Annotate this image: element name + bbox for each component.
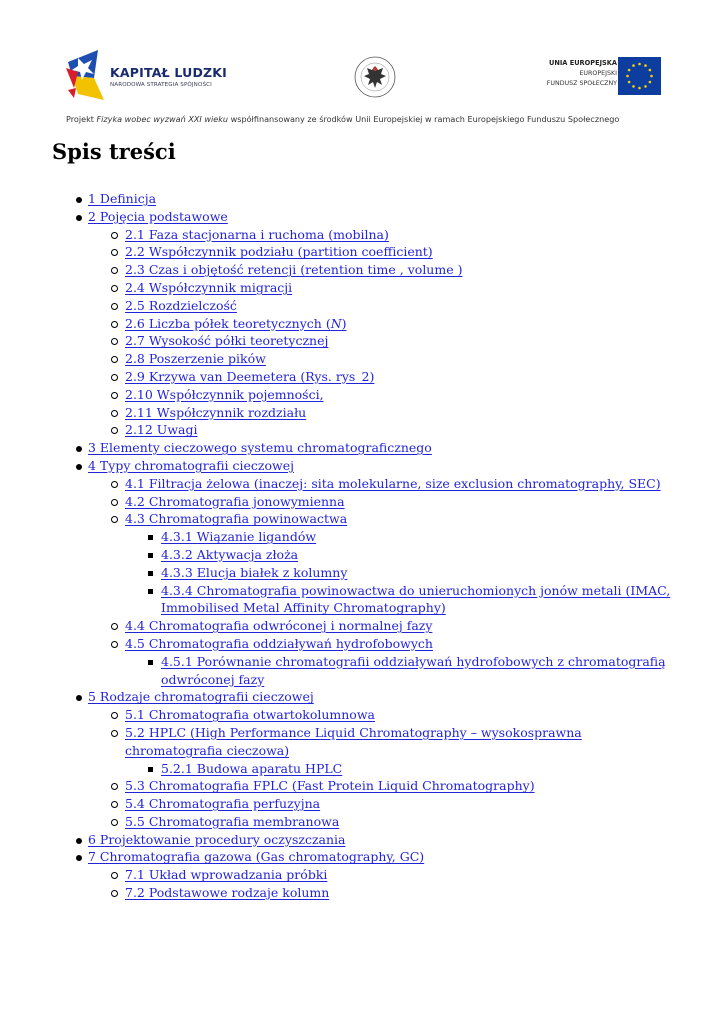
page-header	[0, 0, 725, 135]
toc-item	[52, 510, 682, 528]
eu-fund-logo	[515, 55, 663, 97]
toc-item	[52, 582, 682, 618]
toc-link[interactable]: 2.12 Uwagi	[125, 422, 198, 438]
project-funding-line	[66, 114, 666, 124]
toc-item	[52, 884, 682, 902]
toc-item	[52, 564, 682, 582]
kapital-ludzki-logo	[64, 48, 244, 104]
university-seal-logo	[352, 52, 398, 102]
kapital-ludzki-subtitle: NARODOWA STRATEGIA SPÓJNOŚCI	[110, 82, 212, 88]
eu-fund-label-2: FUNDUSZ SPOŁECZNY	[546, 80, 617, 87]
toc-link[interactable]: 7.1 Układ wprowadzania próbki	[125, 867, 328, 883]
toc-link[interactable]: 3 Elementy cieczowego systemu chromatograficznego	[88, 440, 432, 456]
toc-link[interactable]: 4.3.1 Wiązanie ligandów	[161, 529, 317, 545]
toc-link[interactable]: 2.2 Współczynnik podziału (partition coefficient)	[125, 244, 433, 260]
toc-item	[52, 332, 682, 350]
toc-item	[52, 813, 682, 831]
toc-item	[52, 457, 682, 475]
toc-link[interactable]: 5.1 Chromatografia otwartokolumnowa	[125, 707, 375, 723]
toc-item	[52, 404, 682, 422]
toc-link[interactable]: 4.3.4 Chromatografia powinowactwa do unieruchomionych jonów metali (IMAC, Immobilised Metal Affinity Chromatography)	[161, 582, 671, 616]
toc-link[interactable]: 2.7 Wysokość półki teoretycznej	[125, 333, 329, 349]
toc-item	[52, 724, 682, 760]
eu-union-label: UNIA EUROPEJSKA	[548, 59, 617, 67]
toc-item	[52, 795, 682, 813]
kapital-ludzki-title: KAPITAŁ LUDZKI	[110, 65, 228, 80]
toc-link[interactable]: 2.4 Współczynnik migracji	[125, 279, 293, 295]
toc-item	[52, 243, 682, 261]
toc-item	[52, 848, 682, 866]
eu-flag-icon	[618, 57, 661, 95]
toc-link[interactable]: 4.3 Chromatografia powinowactwa	[125, 511, 348, 527]
toc-link[interactable]: 2.5 Rozdzielczość	[125, 297, 237, 313]
toc-link[interactable]: 2.1 Faza stacjonarna i ruchoma (mobilna)	[125, 226, 389, 242]
toc-link[interactable]: 4.2 Chromatografia jonowymienna	[125, 493, 345, 509]
eu-fund-label-1: EUROPEJSKI	[579, 70, 617, 77]
toc-link[interactable]: 5.3 Chromatografia FPLC (Fast Protein Liquid Chromatography)	[125, 778, 535, 794]
toc-item	[52, 546, 682, 564]
toc-link[interactable]: 5 Rodzaje chromatografii cieczowej	[88, 689, 314, 705]
kapital-ludzki-emblem-icon	[64, 48, 108, 104]
toc-item	[52, 706, 682, 724]
project-suffix: współfinansowany ze środków Unii Europejskiej w ramach Europejskiego Funduszu Społecznego	[228, 114, 620, 124]
page-title: Spis treści	[52, 139, 176, 164]
toc-link[interactable]: 4.1 Filtracja żelowa (inaczej: sita molekularne, size exclusion chromatography, SEC)	[125, 475, 661, 491]
toc-item	[52, 866, 682, 884]
toc-link[interactable]: 2.8 Poszerzenie pików	[125, 351, 266, 367]
table-of-contents	[52, 190, 682, 902]
toc-item	[52, 617, 682, 635]
toc-item	[52, 653, 682, 689]
toc-item	[52, 208, 682, 226]
toc-item	[52, 386, 682, 404]
toc-item	[52, 315, 682, 333]
toc-link[interactable]: 4.5.1 Porównanie chromatografii oddziaływań hydrofobowych z chromatografią odwróconej fazy	[161, 653, 666, 687]
toc-link[interactable]: 5.4 Chromatografia perfuzyjna	[125, 796, 321, 812]
toc-item	[52, 226, 682, 244]
toc-item	[52, 439, 682, 457]
toc-item	[52, 777, 682, 795]
toc-link[interactable]: 5.2.1 Budowa aparatu HPLC	[161, 760, 343, 776]
toc-item	[52, 688, 682, 706]
toc-item	[52, 297, 682, 315]
toc-item	[52, 279, 682, 297]
toc-item	[52, 421, 682, 439]
toc-item	[52, 261, 682, 279]
toc-link[interactable]: 4.3.3 Elucja białek z kolumny	[161, 564, 348, 580]
toc-link[interactable]: 2.6 Liczba półek teoretycznych (N)	[125, 315, 347, 331]
toc-item	[52, 635, 682, 653]
toc-link[interactable]: 2 Pojęcia podstawowe	[88, 208, 228, 224]
toc-link[interactable]: 1 Definicja	[88, 191, 157, 206]
toc-link[interactable]: 2.9 Krzywa van Deemetera (Rys. rys_2)	[125, 368, 375, 384]
toc-link[interactable]: 2.10 Współczynnik pojemności,	[125, 386, 324, 402]
toc-list	[52, 190, 682, 902]
toc-item	[52, 190, 682, 208]
toc-link[interactable]: 4.3.2 Aktywacja złoża	[161, 546, 299, 562]
toc-link[interactable]: 7 Chromatografia gazowa (Gas chromatography, GC)	[88, 849, 425, 865]
toc-item	[52, 760, 682, 778]
project-name: Fizyka wobec wyzwań XXI wieku	[96, 114, 229, 124]
toc-item	[52, 475, 682, 493]
toc-link[interactable]: 5.5 Chromatografia membranowa	[125, 813, 340, 829]
toc-item	[52, 350, 682, 368]
toc-link[interactable]: 4.4 Chromatografia odwróconej i normalnej fazy	[125, 618, 433, 634]
toc-link[interactable]: 2.11 Współczynnik rozdziału	[125, 404, 307, 420]
toc-link[interactable]: 4 Typy chromatografii cieczowej	[88, 457, 294, 473]
toc-link[interactable]: 5.2 HPLC (High Performance Liquid Chromatography – wysokosprawna chromatografia cieczowa)	[125, 724, 582, 758]
toc-link[interactable]: 2.3 Czas i objętość retencji (retention time , volume )	[125, 262, 463, 278]
toc-item	[52, 831, 682, 849]
toc-link[interactable]: 4.5 Chromatografia oddziaływań hydrofobowych	[125, 635, 433, 651]
university-eagle-seal-icon	[352, 52, 398, 102]
toc-link[interactable]: 6 Projektowanie procedury oczyszczania	[88, 831, 346, 847]
project-prefix: Projekt	[66, 114, 97, 124]
toc-item	[52, 528, 682, 546]
toc-item	[52, 368, 682, 386]
toc-item	[52, 493, 682, 511]
toc-link[interactable]: 7.2 Podstawowe rodzaje kolumn	[125, 885, 330, 901]
